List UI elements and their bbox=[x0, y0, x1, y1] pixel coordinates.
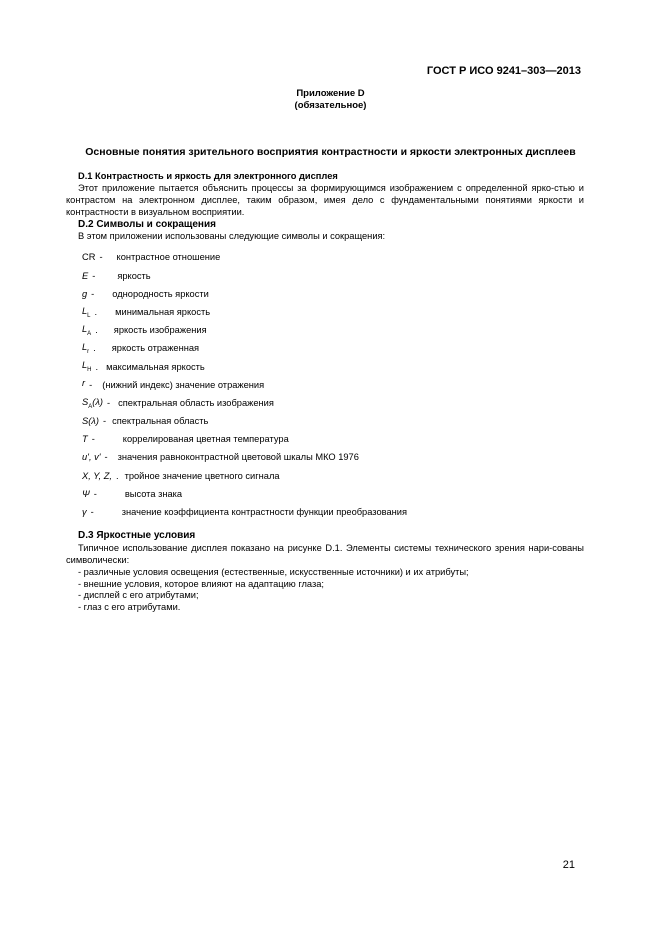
symbol-description: тройное значение цветного сигнала bbox=[124, 470, 280, 481]
symbol-key-letter: X, Y, Z, bbox=[82, 470, 112, 481]
symbol-subscript: H bbox=[87, 367, 92, 374]
symbol-description: яркость отраженная bbox=[111, 343, 200, 354]
symbol-description: однородность яркости bbox=[112, 288, 209, 299]
main-title: Основные понятия зрительного восприятия контрастности и яркости электронных дисплеев bbox=[85, 146, 576, 158]
symbol-key-letter: L bbox=[82, 360, 88, 371]
symbol-key-letter: L bbox=[82, 305, 88, 316]
symbol-key bbox=[82, 271, 88, 283]
annex-heading bbox=[0, 88, 661, 113]
symbol-item bbox=[82, 468, 584, 486]
symbol-item bbox=[82, 377, 584, 395]
condition-item: - различные условия освещения (естественные, искусственные источники) и их атрибуты; bbox=[78, 566, 469, 577]
symbol-description: контрастное отношение bbox=[116, 252, 221, 263]
section-d2-title: D.2 Символы и сокращения bbox=[78, 218, 216, 230]
symbol-key-letter: S bbox=[82, 396, 89, 407]
symbol-key-letter: γ bbox=[82, 507, 87, 518]
symbol-description: яркость изображения bbox=[113, 325, 207, 336]
symbol-key bbox=[82, 489, 90, 501]
symbol-description: коррелированая цветная температура bbox=[122, 434, 289, 445]
symbol-key bbox=[82, 289, 87, 301]
condition-item: - глаз с его атрибутами. bbox=[78, 602, 181, 613]
symbol-separator: . bbox=[93, 343, 96, 354]
symbol-item bbox=[82, 486, 584, 504]
document-body bbox=[66, 171, 584, 614]
symbol-item bbox=[82, 267, 584, 285]
symbol-key bbox=[82, 434, 88, 446]
symbol-item bbox=[82, 504, 584, 522]
symbol-key-letter: g bbox=[82, 288, 88, 299]
section-d2-intro: В этом приложении использованы следующие символы и сокращения: bbox=[78, 231, 386, 242]
symbol-item bbox=[82, 340, 584, 358]
symbol-key bbox=[82, 452, 101, 464]
symbol-key-letter: Ψ bbox=[82, 488, 90, 499]
symbol-key-letter: L bbox=[82, 323, 88, 334]
symbol-key bbox=[82, 471, 112, 483]
annex-title: Приложение D bbox=[296, 88, 365, 99]
symbol-subscript: A bbox=[87, 330, 92, 337]
section-d3-title: D.3 Яркостные условия bbox=[78, 530, 196, 542]
symbol-description: максимальная яркость bbox=[106, 361, 205, 372]
symbol-item bbox=[82, 431, 584, 449]
symbol-subscript: A bbox=[88, 403, 93, 410]
symbol-list bbox=[82, 249, 584, 522]
symbol-separator: - bbox=[92, 270, 96, 281]
symbol-description: спектральная область bbox=[112, 416, 209, 427]
symbol-separator: - bbox=[99, 252, 103, 263]
symbol-description: (нижний индекс) значение отражения bbox=[102, 379, 265, 390]
document-code: ГОСТ Р ИСО 9241–303—2013 bbox=[426, 65, 581, 77]
symbol-key bbox=[82, 397, 103, 412]
symbol-separator: - bbox=[107, 397, 111, 408]
symbol-description: спектральная область изображения bbox=[118, 397, 274, 408]
section-d1-title: D.1 Контрастность и яркость для электронного дисплея bbox=[78, 171, 338, 181]
section-d3-paragraph: Типичное использование дисплея показано на рисунке D.1. Элементы системы технического зрения нари-сованы символически: bbox=[66, 542, 584, 565]
section-d1-paragraph: Этот приложение пытается объяснить процессы за формирующимся изображением с определенной ярко-стью и контрастом на электронном дисплее, таким образом, имея дело с фундаментальными понятиями яркости и контрастности в визуальном восприятии. bbox=[66, 182, 584, 217]
symbol-separator: - bbox=[93, 488, 97, 499]
symbol-item bbox=[82, 249, 584, 267]
symbol-key bbox=[82, 252, 95, 264]
symbol-item bbox=[82, 395, 584, 413]
symbol-separator: . bbox=[95, 361, 99, 372]
symbol-key-letter: E bbox=[82, 270, 89, 281]
page-number: 21 bbox=[562, 859, 575, 871]
symbol-description: минимальная яркость bbox=[115, 306, 211, 317]
symbol-key bbox=[82, 360, 92, 375]
symbol-separator: - bbox=[90, 507, 94, 518]
condition-item: - дисплей с его атрибутами; bbox=[78, 590, 199, 601]
symbol-item bbox=[82, 413, 584, 431]
symbol-key-letter: L bbox=[82, 342, 88, 353]
symbol-key bbox=[82, 416, 99, 428]
symbol-key-letter: r bbox=[82, 378, 86, 389]
symbol-separator: - bbox=[89, 379, 93, 390]
symbol-key bbox=[82, 306, 91, 321]
symbol-description: значения равноконтрастной цветовой шкалы МКО 1976 bbox=[117, 452, 359, 463]
symbol-key bbox=[82, 324, 91, 339]
symbol-key-letter: u', v' bbox=[82, 452, 101, 463]
symbol-key-letter: CR bbox=[82, 252, 96, 263]
symbol-key-letter: S(λ) bbox=[82, 416, 99, 427]
symbol-subscript: L bbox=[87, 312, 91, 319]
symbol-description: яркость bbox=[117, 270, 151, 281]
condition-list bbox=[66, 567, 584, 615]
symbol-key bbox=[82, 342, 89, 357]
symbol-item bbox=[82, 322, 584, 340]
symbol-description: высота знака bbox=[124, 488, 183, 499]
symbol-key bbox=[82, 507, 87, 519]
symbol-separator: - bbox=[91, 288, 95, 299]
symbol-item bbox=[82, 286, 584, 304]
symbol-subscript: r bbox=[87, 348, 90, 355]
symbol-item bbox=[82, 358, 584, 376]
condition-item: - внешние условия, которое влияют на адаптацию глаза; bbox=[78, 578, 325, 589]
symbol-separator: . bbox=[115, 470, 119, 481]
symbol-key-letter: T bbox=[82, 434, 88, 445]
symbol-description: значение коэффициента контрастности функции преобразования bbox=[121, 507, 407, 518]
symbol-separator: - bbox=[91, 434, 95, 445]
symbol-item bbox=[82, 304, 584, 322]
symbol-argument: (λ) bbox=[92, 396, 103, 407]
symbol-separator: - bbox=[102, 416, 107, 427]
symbol-item bbox=[82, 449, 584, 467]
symbol-separator: - bbox=[104, 452, 108, 463]
symbol-separator: . bbox=[94, 306, 98, 317]
symbol-separator: . bbox=[95, 325, 98, 336]
annex-status: (обязательное) bbox=[294, 100, 367, 112]
symbol-key bbox=[82, 378, 85, 393]
